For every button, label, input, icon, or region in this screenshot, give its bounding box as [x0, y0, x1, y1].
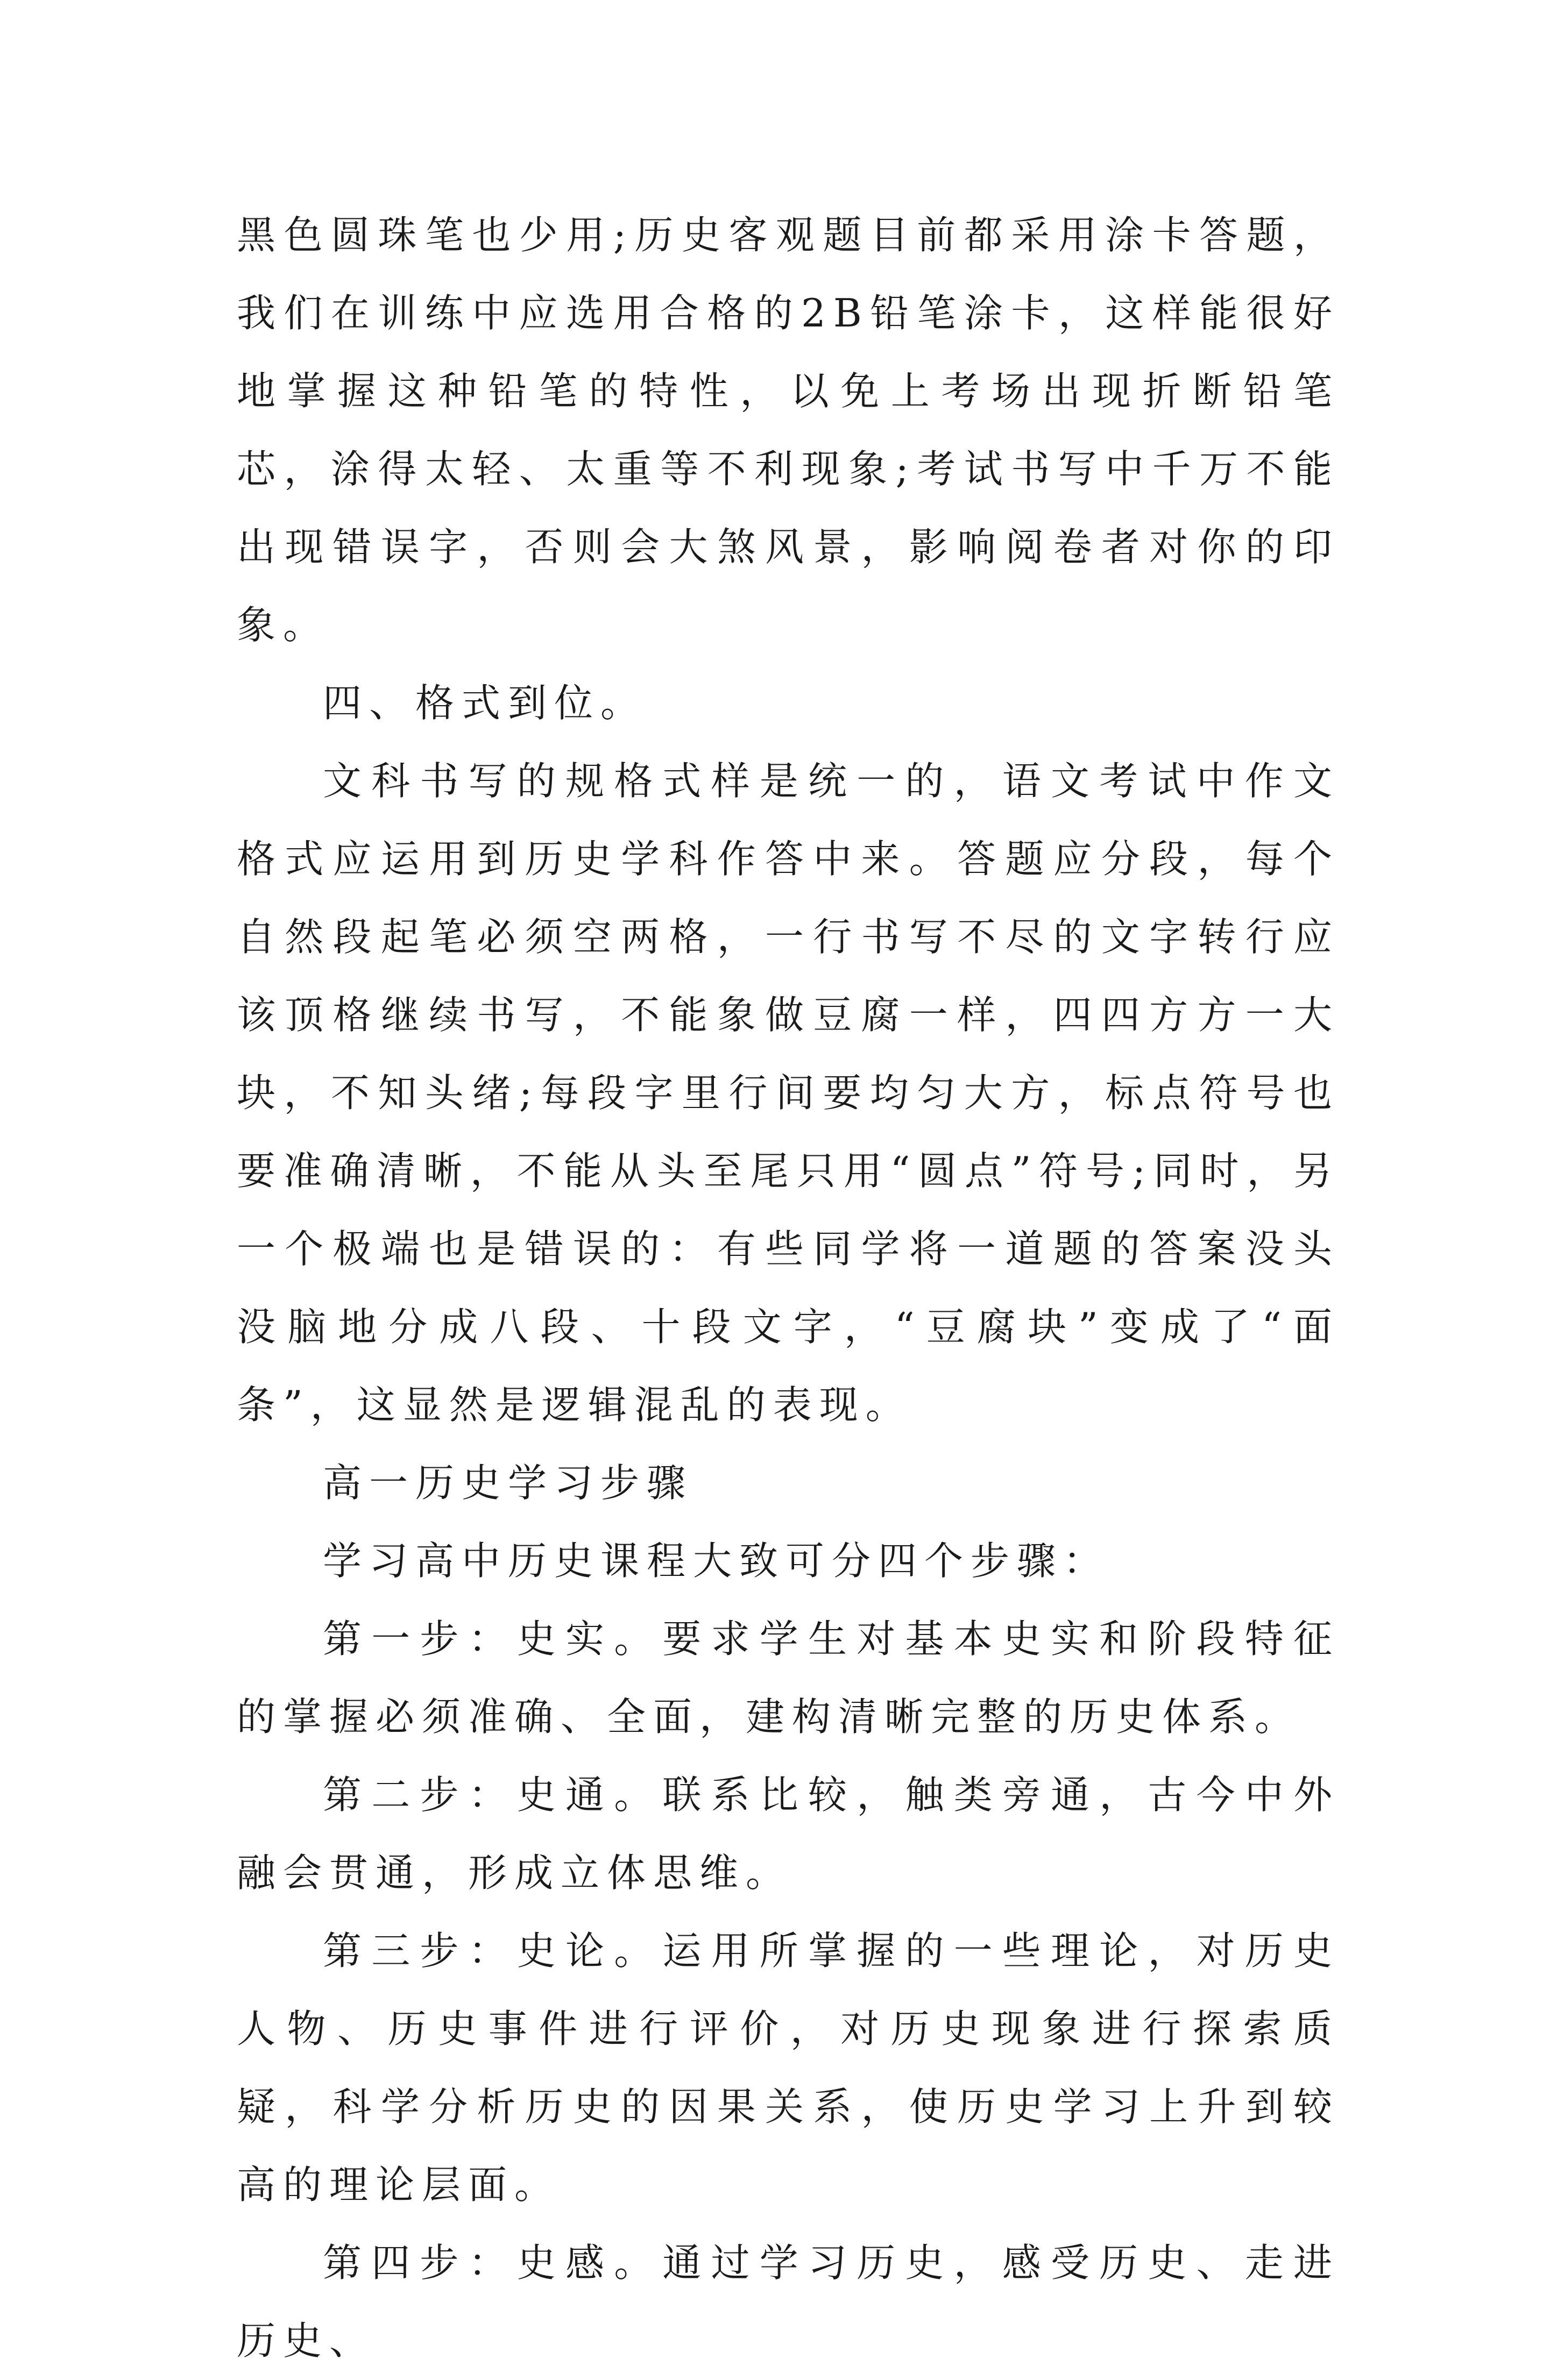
- paragraph-step-four: 第四步：史感。通过学习历史，感受历史、走进历史、: [237, 2240, 1340, 2363]
- document-body: [237, 196, 1340, 2380]
- paragraph-step-three: 第三步：史论。运用所掌握的一些理论，对历史人物、历史事件进行评价，对历史现象进行探索质疑，科学分析历史的因果关系，使历史学习上升到较高的理论层面。: [237, 1928, 1340, 2207]
- section-heading-study-steps: 高一历史学习步骤: [323, 1460, 693, 1505]
- paragraph-step-one: 第一步：史实。要求学生对基本史实和阶段特征的掌握必须准确、全面，建构清晰完整的历史体系。: [237, 1616, 1340, 1739]
- paragraph-format-rules: 文科书写的规格式样是统一的，语文考试中作文格式应运用到历史学科作答中来。答题应分段，每个自然段起笔必须空两格，一行书写不尽的文字转行应该顶格继续书写，不能象做豆腐一样，四四方方一大块，不知头绪;每段字里行间要均匀大方，标点符号也要准确清晰，不能从头至尾只用“圆点”符号;同时，另一个极端也是错误的：有些同学将一道题的答案没头没脑地分成八段、十段文字，“豆腐块”变成了“面条”，这显然是逻辑混乱的表现。: [237, 758, 1340, 1427]
- paragraph-step-two: 第二步：史通。联系比较，触类旁通，古今中外融会贯通，形成立体思维。: [237, 1772, 1340, 1895]
- paragraph-pen-usage: 黑色圆珠笔也少用;历史客观题目前都采用涂卡答题，我们在训练中应选用合格的2B铅笔涂卡，这样能很好地掌握这种铅笔的特性，以免上考场出现折断铅笔芯，涂得太轻、太重等不利现象;考试书写中千万不能出现错误字，否则会大煞风景，影响阅卷者对你的印象。: [237, 212, 1340, 648]
- paragraph-steps-intro: 学习高中历史课程大致可分四个步骤：: [323, 1538, 1110, 1583]
- section-heading-format: 四、格式到位。: [323, 680, 647, 726]
